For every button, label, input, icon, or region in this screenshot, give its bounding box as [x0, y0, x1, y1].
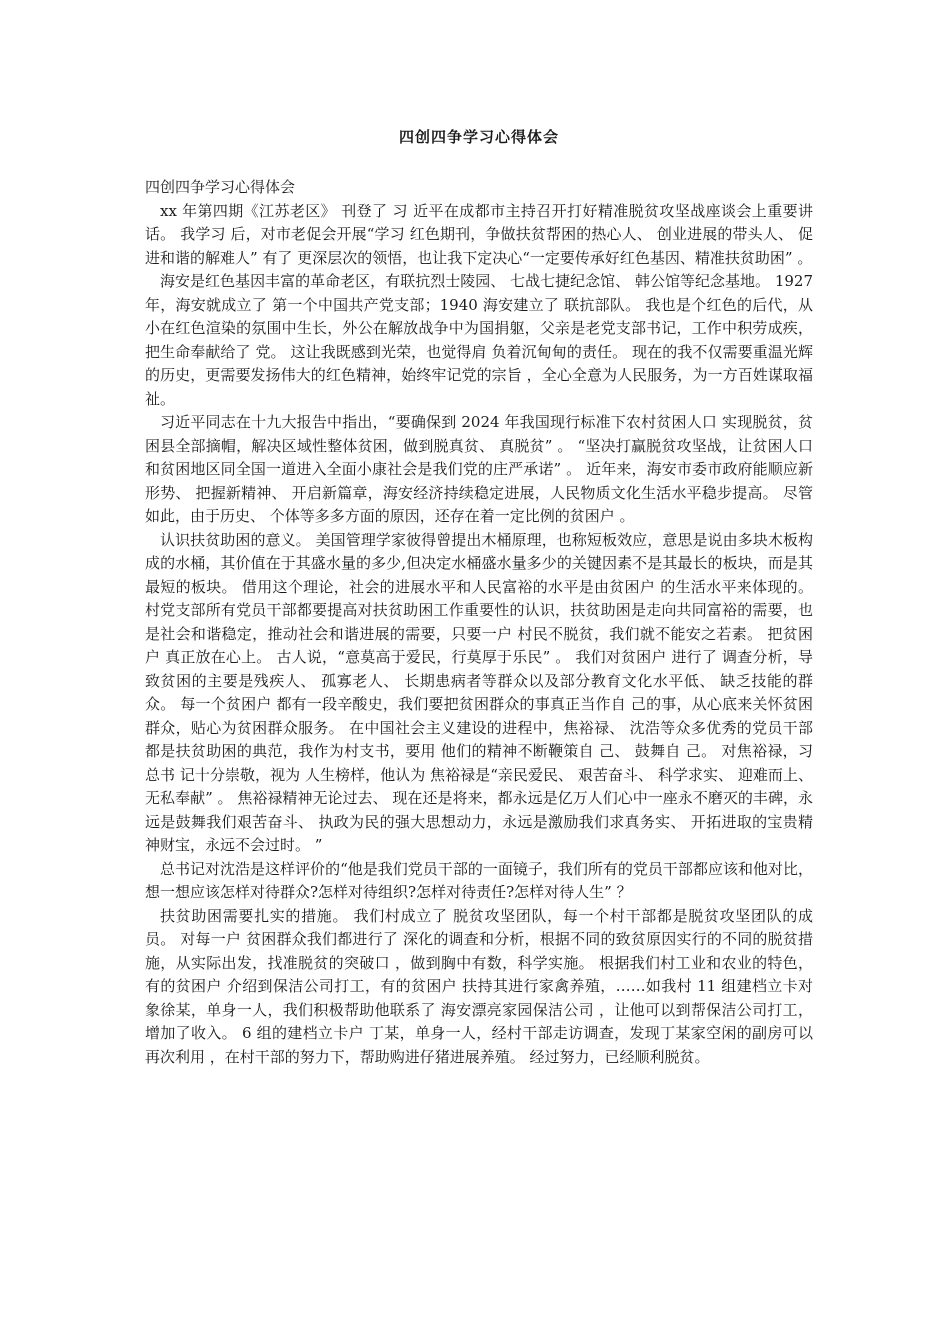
paragraph-6: 扶贫助困需要扎实的措施。 我们村成立了 脱贫攻坚团队，每一个村干部都是脱贫攻坚团队的成员。 对每一户 贫困群众我们都进行了 深化的调查和分析，根据不同的致贫原因实行的不同的脱贫措施，从实际出发，找准脱贫的突破口 ，做到胸中有数，科学实施。 根据我们村工业和农业的特色，有的贫困户 介绍到保洁公司打工，有的贫困户 扶持其进行家禽养殖，……如我村 11 组建档立卡对象徐某，单身一人，我们积极帮助他联系了 海安漂亮家园保洁公司 ，让他可以到帮保洁公司打工，增加了收入。 6 组的建档立卡户 丁某，单身一人，经村干部走访调查，发现丁某家空闲的副房可以再次利用 ，在村干部的努力下，帮助购进仔猪进展养殖。 经过努力，已经顺利脱贫。: [145, 906, 813, 1066]
document-title: 四创四争学习心得体会: [398, 128, 559, 146]
paragraph-1: xx 年第四期《江苏老区》 刊登了 习 近平在成都市主持召开打好精准脱贫攻坚战座谈会上重要讲话。 我学习 后，对市老促会开展“学习 红色期刊，争做扶贫帮困的热心人、 创业进展的带头人、 促进和谐的解难人” 有了 更深层次的领悟，也让我下定决心“一定要传承好红色基因、精准扶贫助困” 。: [145, 201, 813, 267]
document-page: [145, 126, 813, 1069]
paragraph-5: 总书记对沈浩是这样评价的“他是我们党员干部的一面镜子，我们所有的党员干部都应该和他对比，想一想应该怎样对待群众?怎样对待组织?怎样对待责任?怎样对待人生” ？: [145, 859, 813, 901]
paragraph-3: 习近平同志在十九大报告中指出，“要确保到 2024 年我国现行标准下农村贫困人口 实现脱贫，贫困县全部摘帽，解决区域性整体贫困，做到脱真贫、 真脱贫” 。 “坚决打赢脱贫攻坚战，让贫困人口 和贫困地区同全国一道进入全面小康社会是我们党的庄严承诺” 。 近年来，海安市委市政府能顺应新形势、 把握新精神、 开启新篇章，海安经济持续稳定进展，人民物质文化生活水平稳步提高。 尽管如此，由于历史、 个体等多多方面的原因，还存在着一定比例的贫困户 。: [145, 413, 813, 525]
paragraph-2: 海安是红色基因丰富的革命老区，有联抗烈士陵园、 七战七捷纪念馆、 韩公馆等纪念基地。 1927 年，海安就成立了 第一个中国共产党支部；1940 海安建立了 联抗部队。 我也是个红色的后代，从小在红色渲染的氛围中生长，外公在解放战争中为国捐躯，父亲是老党支部书记，工作中积劳成疾，把生命奉献给了 党。 这让我既感到光荣，也觉得肩 负着沉甸甸的责任。 现在的我不仅需要重温光辉的历史，更需要发扬伟大的红色精神，始终牢记党的宗旨 ，全心全意为人民服务，为一方百姓谋取福祉。: [145, 272, 813, 408]
paragraph-4: 认识扶贫助困的意义。 美国管理学家彼得曾提出木桶原理，也称短板效应，意思是说由多块木板构成的水桶，其价值在于其盛水量的多少,但决定水桶盛水量多少的关键因素不是其最长的板块，而是其最短的板块。 借用这个理论，社会的进展水平和人民富裕的水平是由贫困户 的生活水平来体现的。 村党支部所有党员干部都要提高对扶贫助困工作重要性的认识，扶贫助困是走向共同富裕的需要，也是社会和谐稳定，推动社会和谐进展的需要，只要一户 村民不脱贫，我们就不能安之若素。 把贫困户 真正放在心上。 古人说，“意莫高于爱民，行莫厚于乐民” 。 我们对贫困户 进行了 调查分析，导致贫困的主要是残疾人、 孤寡老人、 长期患病者等群众以及部分教育文化水平低、 缺乏技能的群众。 每一个贫困户 都有一段辛酸史，我们要把贫困群众的事真正当作自 己的事，从心底来关怀贫困群众，贴心为贫困群众服务。 在中国社会主义建设的进程中，焦裕禄、 沈浩等众多优秀的党员干部都是扶贫助困的典范，我作为村支书，要用 他们的精神不断鞭策自 己、 鼓舞自 己。 对焦裕禄，习 总书 记十分崇敬，视为 人生榜样，他认为 焦裕禄是“亲民爱民、 艰苦奋斗、 科学求实、 迎难而上、 无私奉献” 。 焦裕禄精神无论过去、 现在还是将来，都永远是亿万人们心中一座永不磨灭的丰碑，永远是鼓舞我们艰苦奋斗、 执政为民的强大思想动力，永远是激励我们求真务实、 开拓进取的宝贵精神财宝，永远不会过时。 ”: [145, 530, 813, 854]
document-subtitle: 四创四争学习心得体会: [145, 178, 296, 196]
